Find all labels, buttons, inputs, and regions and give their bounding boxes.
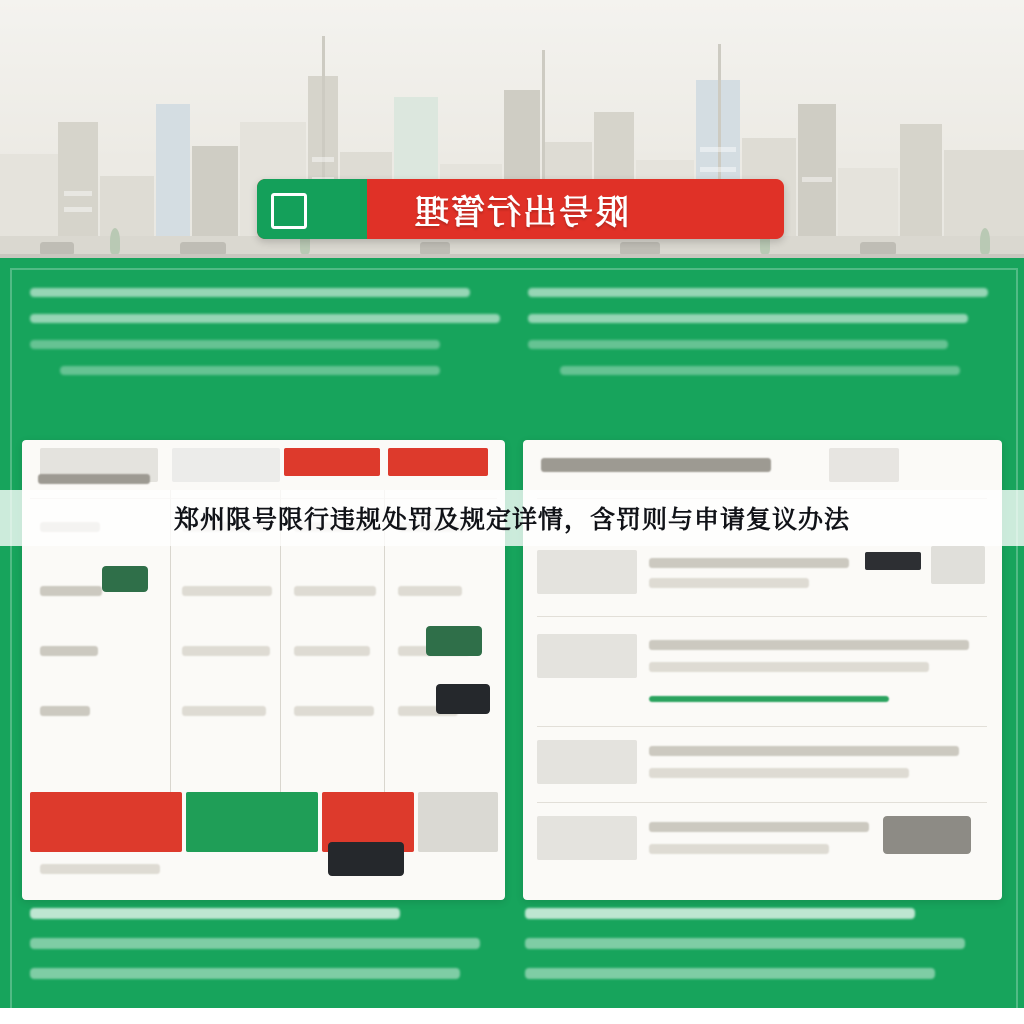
list-text: [649, 640, 969, 650]
panel-header-badge: [284, 448, 380, 476]
table-text: [182, 646, 270, 656]
board-text-line: [560, 366, 960, 375]
table-text: [294, 706, 374, 716]
board-caption-line: [30, 908, 400, 919]
vehicle-thumbnail: [883, 816, 971, 854]
tree: [110, 228, 120, 254]
table-text: [38, 474, 150, 484]
window: [700, 147, 736, 152]
board-text-line: [30, 340, 440, 349]
bottom-margin: [0, 1008, 1024, 1024]
vehicle: [620, 242, 660, 254]
vehicle-thumbnail: [328, 842, 404, 876]
table-text: [294, 586, 376, 596]
inline-badge: [865, 552, 921, 570]
list-label-block: [537, 816, 637, 860]
tree: [980, 228, 990, 254]
table-text: [182, 586, 272, 596]
board-caption-line: [525, 908, 915, 919]
divider: [537, 802, 987, 803]
vehicle: [420, 242, 450, 254]
list-label-block: [537, 550, 637, 594]
footer-block: [30, 792, 182, 852]
panel-header-badge: [388, 448, 488, 476]
board-caption-line: [525, 938, 965, 949]
square-frame-icon: [271, 193, 307, 229]
footer-block: [186, 792, 318, 852]
list-text: [649, 662, 929, 672]
page-title: 郑州限号限行违规处罚及规定详情，含罚则与申请复议办法: [173, 506, 850, 534]
window: [312, 157, 334, 162]
board-caption-line: [30, 938, 480, 949]
board-text-line: [30, 314, 500, 323]
table-text: [40, 586, 102, 596]
divider: [537, 616, 987, 617]
window: [700, 167, 736, 172]
footer-text: [40, 864, 160, 874]
table-text: [182, 706, 266, 716]
board-caption-line: [30, 968, 460, 979]
list-text: [649, 578, 809, 588]
list-text: [649, 746, 959, 756]
board-caption-line: [525, 968, 935, 979]
vehicle: [40, 242, 74, 254]
list-text: [649, 558, 849, 568]
vehicle-thumbnail: [436, 684, 490, 714]
footer-block: [418, 792, 498, 852]
window: [64, 207, 92, 212]
vehicle: [860, 242, 896, 254]
board-text-line: [30, 288, 470, 297]
table-text: [294, 646, 370, 656]
list-text: [649, 768, 909, 778]
table-text: [40, 706, 90, 716]
table-text: [398, 586, 462, 596]
list-label-block: [537, 634, 637, 678]
banner-headline: 限号出行管理: [412, 193, 629, 232]
table-text: [40, 646, 98, 656]
board-text-line: [60, 366, 440, 375]
overlay-title-bar: [0, 490, 1024, 546]
board-text-line: [528, 340, 948, 349]
inline-badge: [931, 546, 985, 584]
progress-bar: [649, 696, 889, 702]
window: [64, 191, 92, 196]
window: [802, 177, 832, 182]
board-text-line: [528, 288, 988, 297]
vehicle: [180, 242, 226, 254]
list-text: [649, 822, 869, 832]
panel-header-block: [829, 448, 899, 482]
panel-header-block: [172, 448, 280, 482]
divider: [537, 726, 987, 727]
list-label-block: [537, 740, 637, 784]
panel-heading: [541, 458, 771, 472]
headline-banner: [257, 179, 784, 239]
vehicle-thumbnail: [426, 626, 482, 656]
vehicle-thumbnail: [102, 566, 148, 592]
list-text: [649, 844, 829, 854]
board-text-line: [528, 314, 968, 323]
